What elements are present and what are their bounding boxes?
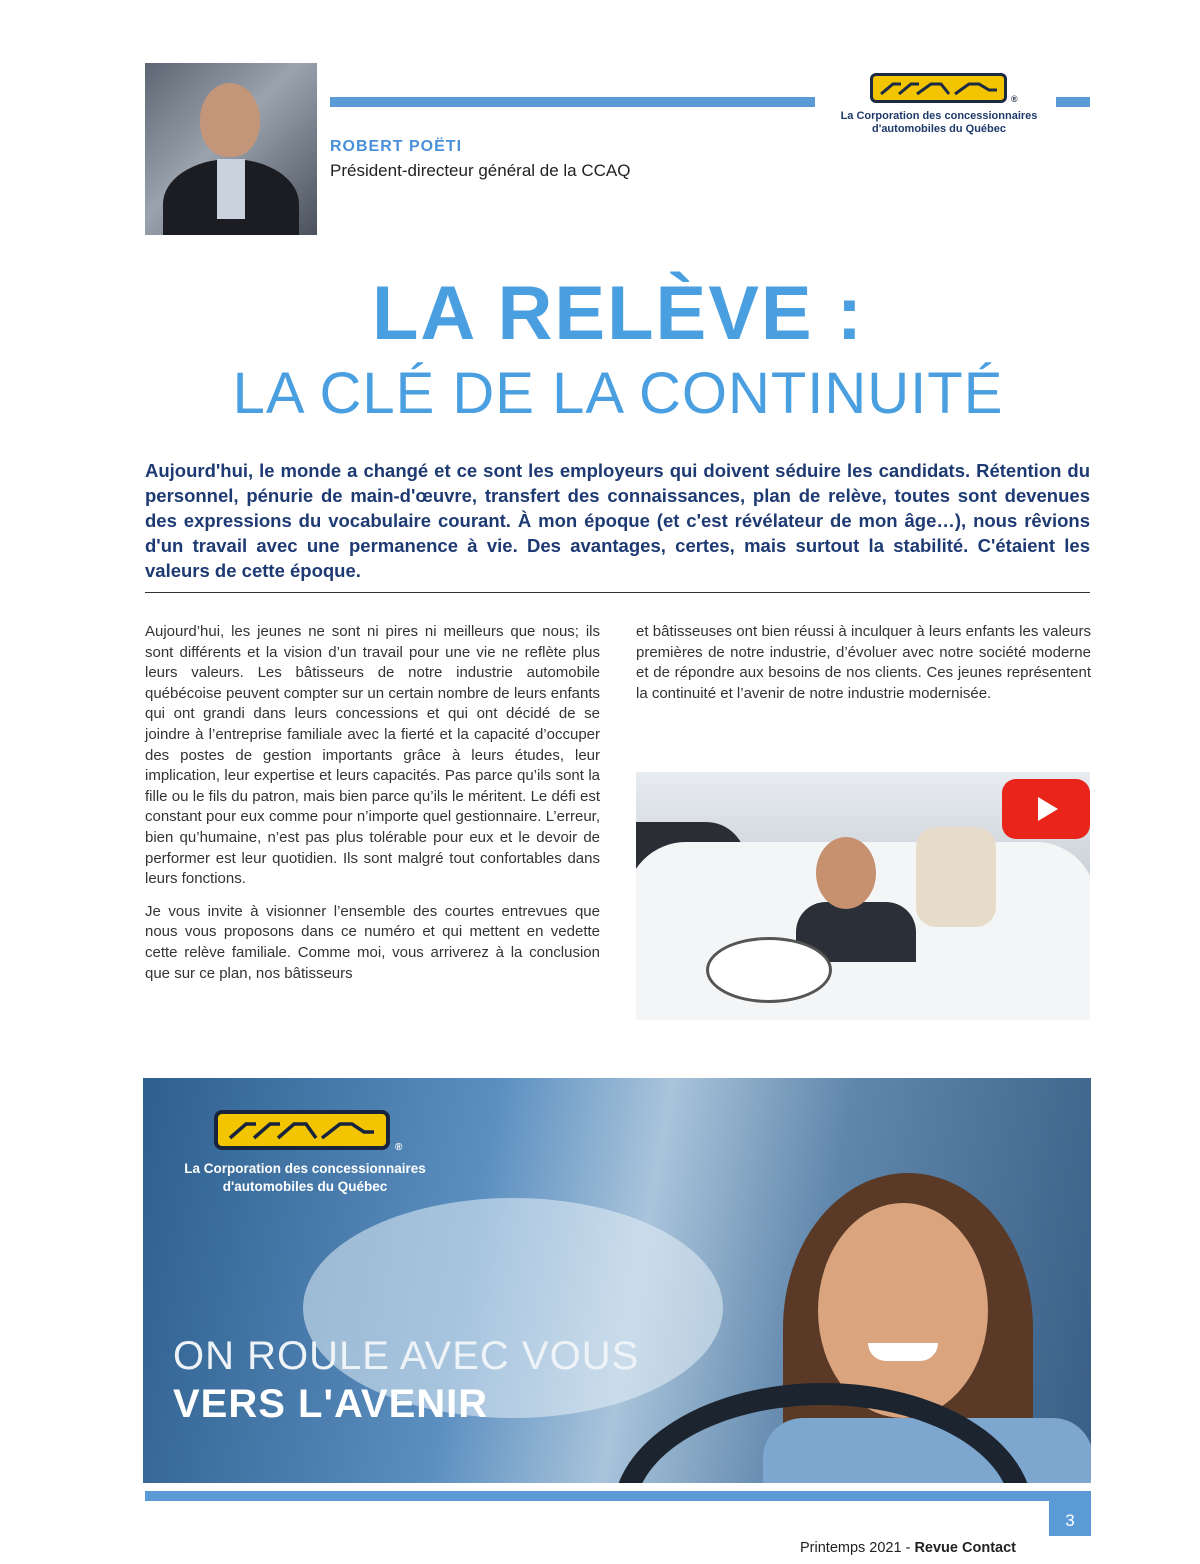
footer-separator: - <box>901 1540 915 1556</box>
ad-tagline-2: VERS L'AVENIR <box>173 1382 489 1426</box>
logo-caption-line1: La Corporation des concessionnaires <box>840 110 1038 122</box>
ad-logo-caption-line1: La Corporation des concessionnaires <box>184 1161 426 1176</box>
ccaq-logo <box>870 73 1007 103</box>
page-title: LA RELÈVE : <box>371 271 865 356</box>
logo-caption <box>832 110 1046 136</box>
ad-logo-caption <box>168 1160 442 1196</box>
body-column-left <box>145 622 600 996</box>
author-name: ROBERT POËTI <box>330 138 463 155</box>
header-accent-bar-small <box>1056 97 1090 107</box>
header-accent-bar <box>330 97 815 107</box>
ad-logo-registered-mark: ® <box>395 1142 403 1153</box>
footer-accent-bar <box>145 1491 1090 1501</box>
logo-caption-line2: d'automobiles du Québec <box>871 123 1007 135</box>
lead-paragraph: Aujourd'hui, le monde a changé et ce sont les employeurs qui doivent séduire les candidats. Rétention du personnel, pénurie de main-d'œuvre, transfert des connaissances, plan de relève, toutes sont devenues des expressions du vocabulaire courant. À mon époque (et c'est révélateur de mon âge…), nous rêvions d'un travail avec une permanence à vie. Des avantages, certes, mais surtout la stabilité. C'étaient les valeurs de cette époque. <box>145 460 1090 581</box>
ad-logo-caption-line2: d'automobiles du Québec <box>222 1179 388 1194</box>
body-paragraph-2: Je vous invite à visionner l’ensemble des courtes entrevues que nous vous proposons dans ce numéro et qui mettent en vedette cette relève familiale. Comme moi, vous arriverez à la conclusion que sur ce plan, nos bâtisseurs <box>145 902 600 982</box>
footer-publication <box>800 1540 1016 1556</box>
author-role: Président-directeur général de la CCAQ <box>330 161 631 180</box>
play-icon[interactable] <box>1002 779 1090 839</box>
page-subtitle: LA CLÉ DE LA CONTINUITÉ <box>232 361 1004 426</box>
footer-season: Printemps 2021 <box>800 1540 902 1556</box>
body-paragraph-3: et bâtisseuses ont bien réussi à inculquer à leurs enfants les valeurs premières de notre industrie, d’évoluer avec notre société moderne et de répondre aux besoins de nos clients. Ces jeunes représentent la continuité et l’avenir de notre industrie modernisée. <box>636 623 1091 702</box>
ad-tagline-1: ON ROULE AVEC VOUS <box>173 1334 640 1378</box>
body-paragraph-1: Aujourd’hui, les jeunes ne sont ni pires ni meilleurs que nous; ils sont différents et la vision d’un travail pour une vie ne reflète plus leurs valeurs. Les bâtisseurs de notre industrie automobile québécoise peuvent compter sur un certain nombre de leurs enfants qui ont grandi dans leurs concessions et qui ont décidé de se joindre à l’entreprise familiale avec la fierté et la capacité d’occuper des postes de gestion importants grâce à leurs études, leur implication, leur expertise et leurs capacités. Pas parce qu’ils sont la fille ou le fils du patron, mais bien parce qu’ils le méritent. Le défi est constant pour eux comme pour n’importe quel gestionnaire. L’erreur, bien qu’humaine, n’est pas plus tolérable pour eux et le devoir de performer est leur quotidien. Ils sont malgré tout confortables dans leurs fonctions. <box>145 623 600 888</box>
lead-divider <box>145 592 1090 593</box>
logo-registered-mark: ® <box>1011 94 1018 104</box>
page-number: 3 <box>1065 1511 1075 1530</box>
footer-magazine: Revue Contact <box>914 1540 1016 1556</box>
ad-ccaq-logo <box>214 1110 390 1150</box>
body-column-right <box>636 622 1091 716</box>
author-photo <box>145 63 317 235</box>
